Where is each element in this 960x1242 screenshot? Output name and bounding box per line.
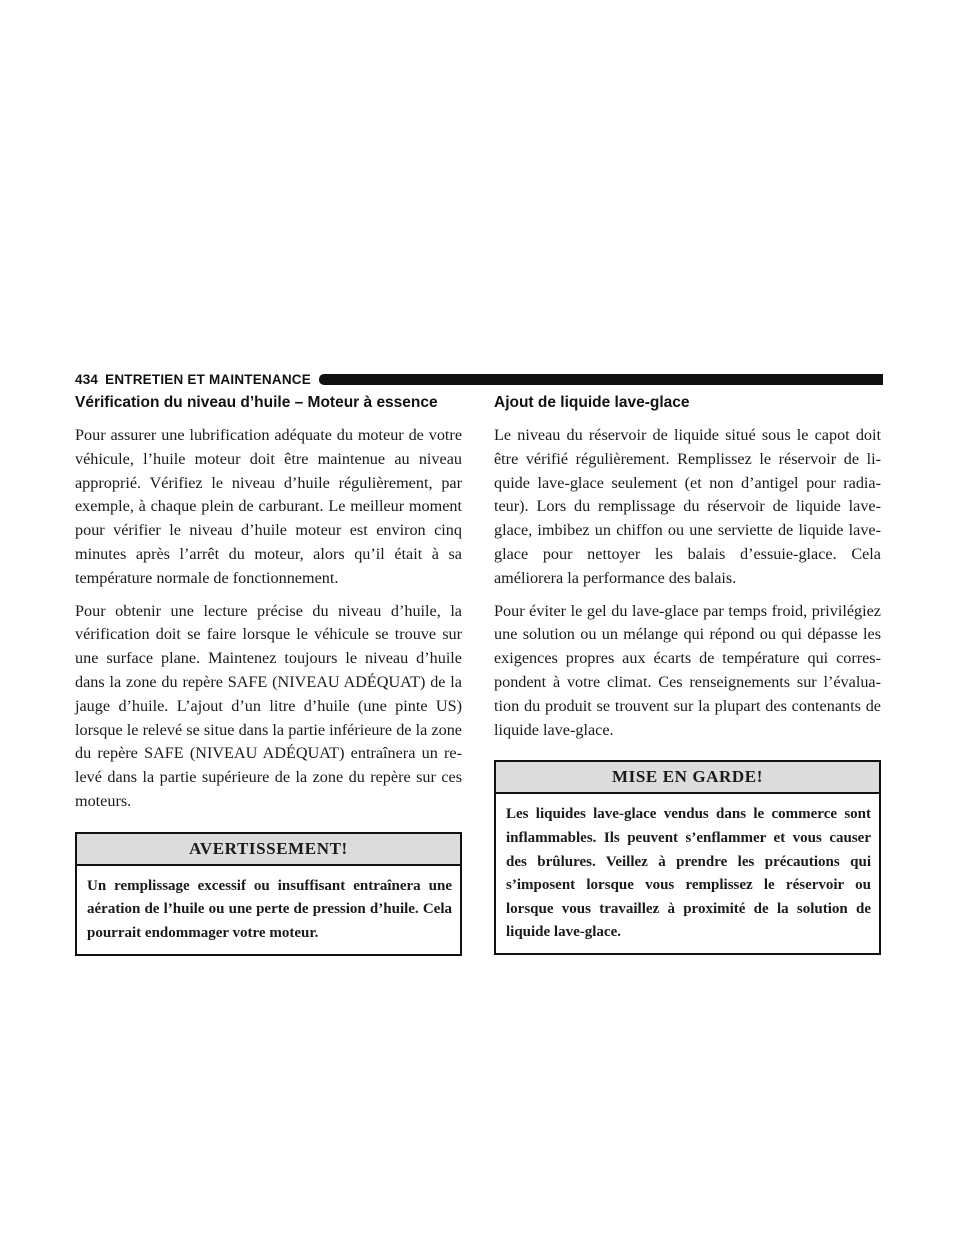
warning-title: AVERTISSEMENT!: [77, 834, 460, 866]
washer-fluid-heading: Ajout de liquide lave-glace: [494, 394, 690, 411]
section-title: ENTRETIEN ET MAINTENANCE: [105, 371, 311, 387]
left-column: [75, 392, 462, 956]
oil-check-paragraph-2: Pour obtenir une lecture précise du niveau d’huile, la vérification doit se faire lorsque le véhicule se trouve sur une surface plane. Maintenez toujours le niveau d’huile dans la zone du repère SAFE (NIVEAU ADÉQUAT) de la jauge d’huile. L’ajout d’un litre d’huile (une pinte US) lorsque le relevé se situe dans la partie inférieure de la zone du repère SAFE (NIVEAU ADÉQUAT) entraînera un re-levé dans la partie supérieure de la zone du repère sur ces moteurs.: [75, 601, 462, 810]
page-number: 434: [75, 371, 99, 387]
header-rule: [319, 374, 883, 385]
page-header: [75, 367, 883, 391]
caution-title: MISE EN GARDE!: [496, 762, 879, 794]
oil-check-paragraph-1: Pour assurer une lubrification adéquate du moteur de votre véhicule, l’huile moteur doit être maintenue au niveau approprié. Vérifiez le niveau d’huile régulièrement, par exemple, à chaque plein de carburant. Le meilleur moment pour vérifier le niveau d’huile moteur est environ cinq minutes après l’arrêt du moteur, alors qu’il était à sa température normale de fonctionnement.: [75, 426, 462, 587]
washer-fluid-paragraph-1: Le niveau du réservoir de liquide situé sous le capot doit être vérifié régulièrement. Remplissez le réservoir de li-quide lave-glace seulement (et non d’antigel pour radia-teur). Lors du remplissage du réservoir de liquide lave-glace, imbibez un chiffon ou une serviette de liquide lave-glace pour nettoyer les balais d’essuie-glace. Cela améliorera la performance des balais.: [494, 426, 881, 587]
warning-box: [75, 832, 462, 956]
oil-check-heading: Vérification du niveau d’huile – Moteur à essence: [75, 394, 438, 411]
caution-box: [494, 760, 881, 955]
warning-body: Un remplissage excessif ou insuffisant entraînera une aération de l’huile ou une perte de pression d’huile. Cela pourrait endommager votre moteur.: [87, 877, 452, 941]
caution-body: Les liquides lave-glace vendus dans le commerce sont inflammables. Ils peuvent s’enflammer et vous causer des brûlures. Veillez à prendre les précautions qui s’imposent lorsque vous remplissez le réservoir ou lorsque vous travaillez à proximité de la solution de liquide lave-glace.: [506, 806, 871, 941]
right-column: [494, 392, 881, 955]
washer-fluid-paragraph-2: Pour éviter le gel du lave-glace par temps froid, privilégiez une solution ou un mélange qui répond ou qui dépasse les exigences propres aux écarts de température qui corres-pondent à votre climat. Ces renseignements sur l’évalua-tion du produit se trouvent sur la plupart des contenants de liquide lave-glace.: [494, 601, 881, 739]
